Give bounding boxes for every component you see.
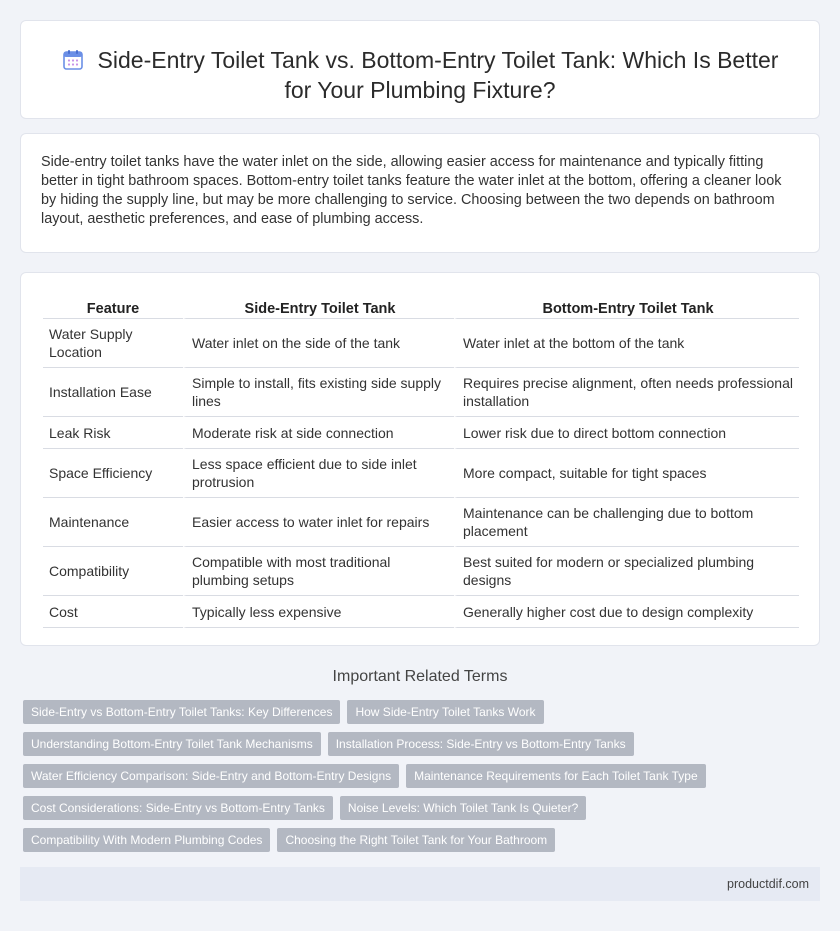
side-entry-cell: Less space efficient due to side inlet protrusion — [183, 449, 454, 498]
related-term-link[interactable]: Cost Considerations: Side-Entry vs Bottom-Entry Tanks — [23, 796, 333, 820]
page-title — [21, 45, 819, 105]
tag-row — [23, 828, 555, 852]
feature-cell: Space Efficiency — [43, 449, 183, 498]
feature-cell: Compatibility — [43, 547, 183, 596]
feature-cell: Installation Ease — [43, 368, 183, 417]
table-header-row — [43, 297, 799, 319]
tag-row — [23, 796, 586, 820]
related-terms-heading: Important Related Terms — [332, 668, 508, 685]
bottom-entry-cell: More compact, suitable for tight spaces — [454, 449, 799, 498]
tag-row — [23, 732, 634, 756]
bottom-entry-cell: Water inlet at the bottom of the tank — [454, 319, 799, 368]
tag-row — [23, 764, 706, 788]
bottom-entry-cell: Requires precise alignment, often needs professional installation — [454, 368, 799, 417]
related-term-link[interactable]: Compatibility With Modern Plumbing Codes — [23, 828, 270, 852]
title-card — [20, 20, 820, 119]
related-term-link[interactable]: Choosing the Right Toilet Tank for Your Bathroom — [277, 828, 555, 852]
table-row — [43, 596, 799, 628]
table-row — [43, 368, 799, 417]
side-entry-cell: Typically less expensive — [183, 596, 454, 628]
bottom-entry-cell: Best suited for modern or specialized plumbing designs — [454, 547, 799, 596]
side-entry-cell: Easier access to water inlet for repairs — [183, 498, 454, 547]
footer-site-link[interactable]: productdif.com — [727, 877, 809, 891]
title-wrap — [21, 45, 819, 105]
feature-cell: Leak Risk — [43, 417, 183, 449]
page-title-text: Side-Entry Toilet Tank vs. Bottom-Entry Toilet Tank: Which Is Better for Your Plumbing Fixture? — [97, 47, 779, 103]
footer — [20, 867, 820, 901]
related-term-link[interactable]: Maintenance Requirements for Each Toilet Tank Type — [406, 764, 706, 788]
side-entry-cell: Simple to install, fits existing side supply lines — [183, 368, 454, 417]
side-entry-cell: Water inlet on the side of the tank — [183, 319, 454, 368]
intro-card — [20, 133, 820, 253]
comparison-card — [20, 272, 820, 646]
table-row — [43, 417, 799, 449]
table-row — [43, 547, 799, 596]
table-row — [43, 319, 799, 368]
tag-row — [23, 700, 544, 724]
header-feature: Feature — [43, 297, 183, 319]
bottom-entry-cell: Generally higher cost due to design complexity — [454, 596, 799, 628]
side-entry-cell: Moderate risk at side connection — [183, 417, 454, 449]
table-row — [43, 449, 799, 498]
related-term-link[interactable]: How Side-Entry Toilet Tanks Work — [347, 700, 543, 724]
related-term-link[interactable]: Water Efficiency Comparison: Side-Entry and Bottom-Entry Designs — [23, 764, 399, 788]
related-term-link[interactable]: Noise Levels: Which Toilet Tank Is Quieter? — [340, 796, 586, 820]
related-term-link[interactable]: Understanding Bottom-Entry Toilet Tank Mechanisms — [23, 732, 321, 756]
table-row — [43, 498, 799, 547]
header-bottom-entry: Bottom-Entry Toilet Tank — [454, 297, 799, 319]
calendar-icon — [62, 49, 84, 71]
feature-cell: Maintenance — [43, 498, 183, 547]
related-term-link[interactable]: Installation Process: Side-Entry vs Bottom-Entry Tanks — [328, 732, 634, 756]
feature-cell: Cost — [43, 596, 183, 628]
feature-cell: Water Supply Location — [43, 319, 183, 368]
comparison-table — [43, 297, 799, 628]
intro-paragraph: Side-entry toilet tanks have the water inlet on the side, allowing easier access for maintenance and typically fitting better in tight bathroom spaces. Bottom-entry toilet tanks feature the water inlet at the bottom, offering a cleaner look by hiding the supply line, but may be more challenging to service. Choosing between the two depends on bathroom layout, aesthetic preferences, and ease of plumbing access. — [41, 154, 782, 227]
bottom-entry-cell: Maintenance can be challenging due to bottom placement — [454, 498, 799, 547]
header-side-entry: Side-Entry Toilet Tank — [183, 297, 454, 319]
side-entry-cell: Compatible with most traditional plumbing setups — [183, 547, 454, 596]
bottom-entry-cell: Lower risk due to direct bottom connection — [454, 417, 799, 449]
related-term-link[interactable]: Side-Entry vs Bottom-Entry Toilet Tanks: Key Differences — [23, 700, 340, 724]
